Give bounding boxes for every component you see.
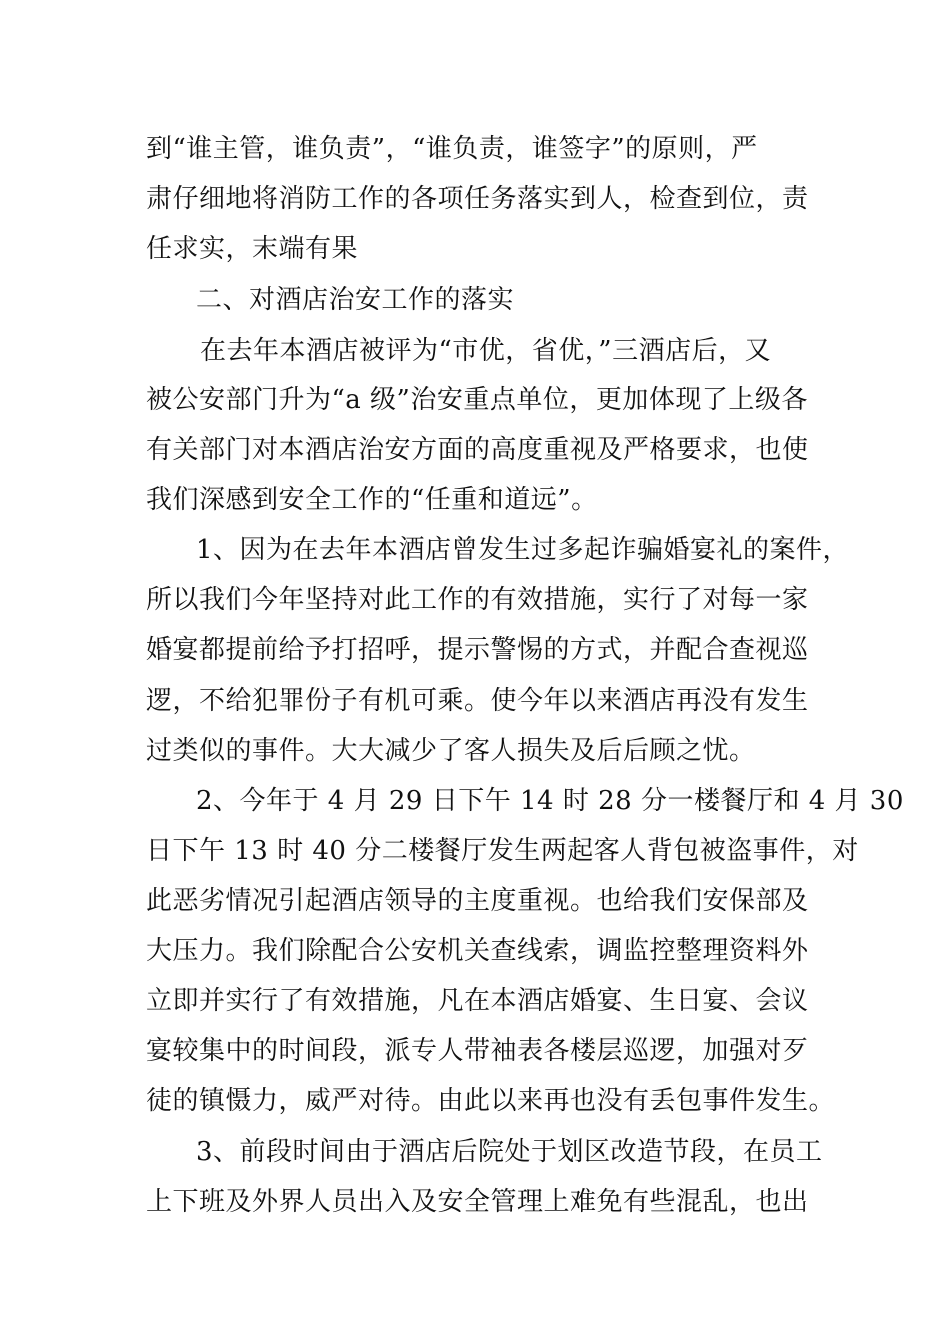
- text-line: 宴较集中的时间段，派专人带袖表各楼层巡逻，加强对歹: [146, 1036, 809, 1066]
- text-line: 有关部门对本酒店治安方面的高度重视及严格要求，也使: [146, 435, 809, 465]
- text-line: 2、今年于 4 月 29 日下午 14 时 28 分一楼餐厅和 4 月 30: [196, 786, 904, 816]
- text-line: 逻，不给犯罪份子有机可乘。使今年以来酒店再没有发生: [146, 686, 809, 716]
- section-heading: 二、对酒店治安工作的落实: [196, 285, 515, 315]
- text-line: 大压力。我们除配合公安机关查线索，调监控整理资料外: [146, 936, 809, 966]
- text-line: 在去年本酒店被评为“市优，省优，”三酒店后，又: [200, 336, 772, 366]
- text-line: 徒的镇慑力，威严对待。由此以来再也没有丢包事件发生。: [146, 1086, 836, 1116]
- text-line: 1、因为在去年本酒店曾发生过多起诈骗婚宴礼的案件，: [196, 535, 850, 565]
- text-line: 所以我们今年坚持对此工作的有效措施，实行了对每一家: [146, 585, 809, 615]
- text-line: 上下班及外界人员出入及安全管理上难免有些混乱，也出: [146, 1187, 809, 1217]
- text-line: 被公安部门升为“a 级”治安重点单位，更加体现了上级各: [146, 385, 808, 415]
- text-line: 此恶劣情况引起酒店领导的主度重视。也给我们安保部及: [146, 886, 809, 916]
- text-line: 过类似的事件。大大减少了客人损失及后后顾之忧。: [146, 736, 756, 766]
- text-line: 3、前段时间由于酒店后院处于划区改造节段，在员工: [196, 1137, 823, 1167]
- text-line: 任求实，末端有果: [146, 234, 359, 264]
- text-line: 婚宴都提前给予打招呼，提示警惕的方式，并配合查视巡: [146, 635, 809, 665]
- text-line: 肃仔细地将消防工作的各项任务落实到人，检查到位，责: [146, 184, 809, 214]
- text-line: 立即并实行了有效措施，凡在本酒店婚宴、生日宴、会议: [146, 986, 809, 1016]
- text-line: 到“谁主管，谁负责”，“谁负责，谁签字”的原则，严: [146, 134, 758, 164]
- text-line: 我们深感到安全工作的“任重和道远”。: [146, 485, 598, 515]
- text-line: 日下午 13 时 40 分二楼餐厅发生两起客人背包被盗事件，对: [146, 836, 859, 866]
